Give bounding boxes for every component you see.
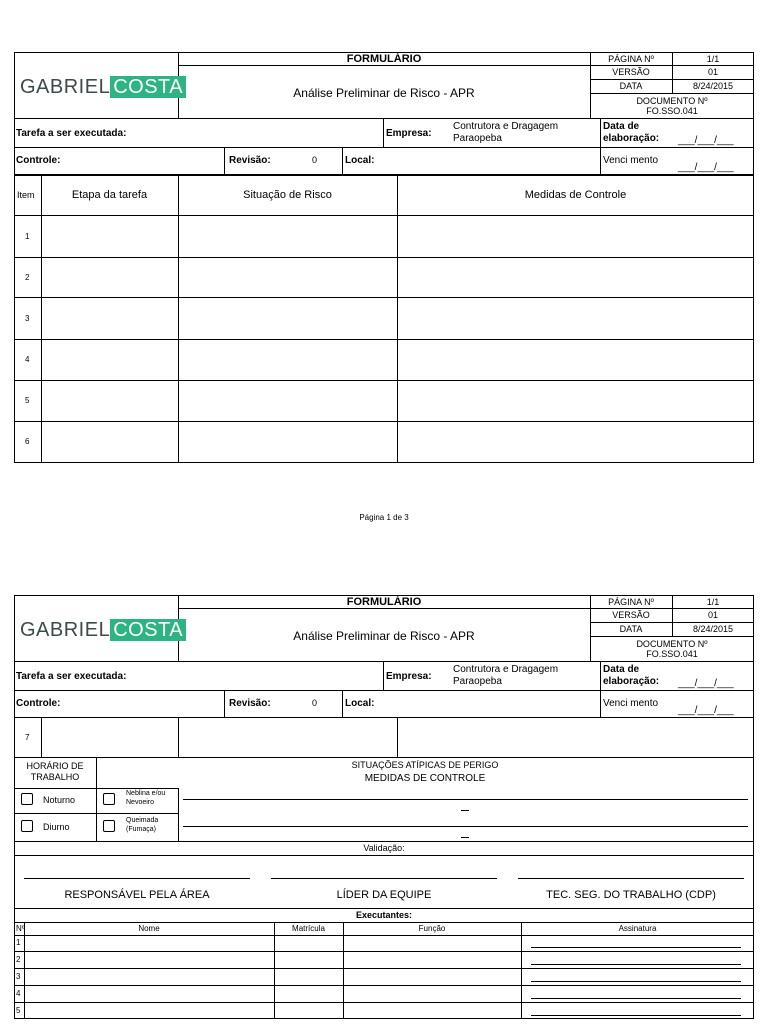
local-label: Local: [345,698,375,709]
ex-row-number: 5 [16,1006,21,1015]
empresa-value-2: Paraopeba [453,676,502,687]
assinatura-line[interactable] [531,1015,741,1016]
page-footer: Página 1 de 3 [359,513,409,522]
validation-divider [14,855,754,856]
ex-row-divider [14,968,754,969]
ex-col-num: Nº [16,924,25,933]
medidas-label: MEDIDAS DE CONTROLE [364,773,486,784]
empresa-value-2: Paraopeba [453,133,502,144]
info-divider [383,661,384,691]
situacoes-label: SITUAÇÕES ATÍPICAS DE PERIGO [351,760,499,770]
ex-col-matricula: Matrícula [292,924,325,933]
col-situacao-header: Situação de Risco [243,189,332,201]
vencimento-field[interactable]: ___/___/___ [678,705,734,716]
noturno-label: Noturno [43,795,76,805]
assinatura-line[interactable] [531,998,741,999]
versao-label: VERSÃO [612,67,650,77]
revisao-value: 0 [312,155,318,165]
ex-col-divider [274,922,275,1019]
pagina-label: PÁGINA Nº [608,54,654,64]
ex-col-divider [343,922,344,1019]
tarefa-label: Tarefa a ser executada: [16,671,127,682]
vencimento-label: Venci mento [603,698,659,709]
documento-value: FO.SSO.041 [646,106,698,116]
ex-row-number: 3 [16,972,21,981]
revisao-value: 0 [312,698,318,708]
medida-line-tail [461,837,469,838]
header-divider [178,608,590,609]
resp-area-label: RESPONSÁVEL PELA ÁREA [64,889,210,901]
ex-col-assinatura: Assinatura [618,924,657,933]
neblina-label-2: Nevoeiro [126,799,155,806]
atypical-divider [14,813,178,814]
ex-col-divider [521,922,522,1019]
validacao-label: Validação: [363,843,405,853]
empresa-value-1: Contrutora e Dragagem [453,664,559,675]
info-divider [600,661,601,691]
pagina-value: 1/1 [706,54,720,64]
table-row-number: 7 [25,733,30,742]
ex-col-funcao: Função [418,924,446,933]
table-col-divider [41,717,42,758]
assinatura-line[interactable] [531,981,741,982]
form-subtitle: Análise Preliminar de Risco - APR [293,629,475,643]
vencimento-label: Venci mento [603,155,659,166]
controle-label: Controle: [16,155,61,166]
data-elab-label-2: elaboração: [603,676,660,687]
versao-value: 01 [707,610,718,620]
table-row-7 [14,717,754,758]
col-item-header: Item [17,190,35,200]
documento-value: FO.SSO.041 [646,649,698,659]
ex-row-divider [14,922,754,923]
data-elab-field[interactable]: ___/___/___ [678,135,734,146]
logo-word-2: COSTA [110,619,186,641]
company-logo [20,619,186,642]
atypical-divider [178,788,179,842]
info-divider [342,690,343,718]
header-divider [590,622,754,623]
assinatura-line[interactable] [531,964,741,965]
empresa-label: Empresa: [386,128,432,139]
table-row-number: 2 [25,273,30,282]
ex-row-divider [14,1002,754,1003]
medida-line[interactable] [183,799,748,800]
atypical-divider [14,788,178,789]
queimada-label-1: Queimada [126,817,159,824]
data-label: DATA [619,624,643,634]
ex-row-divider [14,935,754,936]
table-col-divider [397,717,398,758]
revisao-label: Revisão: [229,698,271,709]
documento-label: DOCUMENTO Nº [636,96,708,106]
ex-col-nome: Nome [138,924,160,933]
table-row-number: 3 [25,314,30,323]
queimada-checkbox[interactable] [103,820,115,832]
controle-label: Controle: [16,698,61,709]
table-row-number: 5 [25,396,30,405]
signature-line-resp[interactable] [24,878,250,879]
form-title: FORMULÁRIO [346,596,422,608]
horario-label-1: HORÁRIO DE [26,761,84,771]
form-title: FORMULÁRIO [346,53,422,65]
logo-word-1: GABRIEL [20,619,111,641]
ex-row-divider [14,951,754,952]
data-elab-label-2: elaboração: [603,133,660,144]
table-row-number: 1 [25,232,30,241]
vencimento-field[interactable]: ___/___/___ [678,162,734,173]
data-elab-label-1: Data de [603,664,640,675]
col-medidas-header: Medidas de Controle [524,189,627,201]
empresa-label: Empresa: [386,671,432,682]
pagina-label: PÁGINA Nº [608,597,654,607]
table-row-number: 4 [25,355,30,364]
queimada-label-2: (Fumaça) [126,826,156,833]
signature-line-lider[interactable] [271,878,497,879]
ex-row-number: 4 [16,989,21,998]
info-divider [224,690,225,718]
neblina-label-1: Neblina e/ou [126,790,166,797]
logo-word-2: COSTA [110,76,186,98]
data-value: 8/24/2015 [692,624,734,634]
header-divider [590,636,754,637]
documento-label: DOCUMENTO Nº [636,639,708,649]
empresa-value-1: Contrutora e Dragagem [453,121,559,132]
medida-line-tail [461,810,469,811]
revisao-label: Revisão: [229,155,271,166]
signature-line-tec[interactable] [518,878,744,879]
ex-row-number: 2 [16,955,21,964]
data-value: 8/24/2015 [692,81,734,91]
logo-word-1: GABRIEL [20,76,111,98]
header-divider [590,608,754,609]
medida-line[interactable] [183,826,748,827]
ex-col-divider [24,922,25,1019]
noturno-checkbox[interactable] [21,793,33,805]
diurno-label: Diurno [43,822,70,832]
table-row-number: 6 [25,437,30,446]
versao-value: 01 [707,67,718,77]
table-col-divider [178,717,179,758]
data-elab-label-1: Data de [603,121,640,132]
versao-label: VERSÃO [612,610,650,620]
lider-label: LÍDER DA EQUIPE [336,889,432,901]
form-subtitle: Análise Preliminar de Risco - APR [293,86,475,100]
data-label: DATA [619,81,643,91]
horario-label-2: TRABALHO [30,772,80,782]
diurno-checkbox[interactable] [21,820,33,832]
tarefa-label: Tarefa a ser executada: [16,128,127,139]
neblina-checkbox[interactable] [103,793,115,805]
info-divider [600,690,601,718]
ex-row-number: 1 [16,938,21,947]
executantes-title: Executantes: [355,910,413,920]
data-elab-field[interactable]: ___/___/___ [678,678,734,689]
assinatura-line[interactable] [531,947,741,948]
ex-row-divider [14,985,754,986]
col-etapa-header: Etapa da tarefa [71,189,148,201]
local-label: Local: [345,155,375,166]
pagina-value: 1/1 [706,597,720,607]
tec-seg-label: TEC. SEG. DO TRABALHO (CDP) [546,889,716,901]
